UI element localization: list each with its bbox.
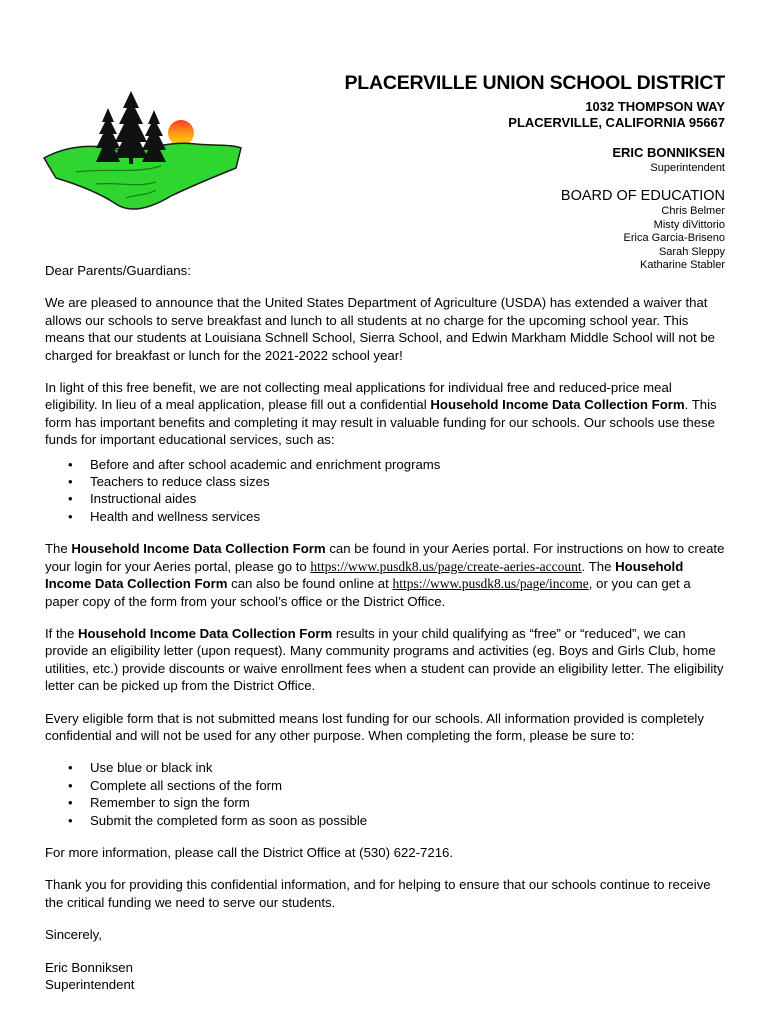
address-line-1: 1032 THOMPSON WAY (585, 99, 725, 114)
signer-name: Eric Bonniksen (45, 959, 133, 975)
list-item: • Teachers to reduce class sizes (90, 473, 725, 490)
list-item: • Complete all sections of the form (90, 777, 725, 794)
text-span: results in your child qualifying as “free” or “reduced”, we can provide an eligibility letter (upon request). Many community programs and activities (eg. Boys and Girls Club, home utilities, etc.) provide discounts or waive enrollment fees when a student can provide an eligibility letter. The eligibility letter can be picked up from the District Office. (45, 625, 724, 694)
superintendent-name: ERIC BONNIKSEN (612, 145, 725, 160)
text-span: The (45, 541, 72, 557)
list-item: • Use blue or black ink (90, 759, 725, 776)
form-name: Household Income Data Collection Form (430, 397, 685, 413)
income-form-link[interactable]: https://www.pusdk8.us/page/income (392, 576, 589, 592)
text-span: , or you can get a paper copy of the form from your school’s office or the District Office. (45, 576, 691, 609)
signer-title: Superintendent (45, 977, 135, 992)
board-member: Sarah Sleppy (658, 245, 725, 258)
paragraph-lost-funding: Every eligible form that is not submitted means lost funding for our schools. All information provided is completely confidential and will not be used for any other purpose. When completing the form, please be sure to: (45, 710, 704, 743)
text-span: can be found in your Aeries portal. For instructions on how to create your login for your Aeries portal, please go to (45, 541, 725, 574)
form-name: Household Income Data Collection Form (71, 541, 326, 557)
sun-icon (168, 120, 194, 146)
salutation: Dear Parents/Guardians: (45, 263, 191, 278)
paragraph-form-location (45, 540, 725, 610)
closing: Sincerely, (45, 927, 102, 943)
board-member: Chris Belmer (661, 205, 725, 217)
address-line-2: PLACERVILLE, CALIFORNIA 95667 (508, 115, 725, 130)
district-name: PLACERVILLE UNION SCHOOL DISTRICT (344, 72, 725, 94)
text-span: If the (45, 625, 78, 641)
instructions-list (45, 759, 725, 829)
form-name: Household Income Data Collection Form (45, 558, 684, 592)
letterhead (344, 72, 725, 273)
paragraph-thanks: Thank you for providing this confidential information, and for helping to ensure that our schools continue to receive the critical funding we need to serve our students. (45, 877, 711, 910)
aeries-account-link[interactable]: https://www.pusdk8.us/page/create-aeries-account (310, 558, 582, 574)
list-item: • Before and after school academic and enrichment programs (90, 456, 725, 473)
list-item: • Health and wellness services (90, 508, 725, 525)
list-item: • Remember to sign the form (90, 794, 725, 811)
board-member: Erica Garcia-Briseno (623, 232, 725, 244)
list-item: • Submit the completed form as soon as possible (90, 812, 725, 829)
text-span: can also be found online at (227, 576, 393, 592)
paragraph-usda-waiver: We are pleased to announce that the United States Department of Agriculture (USDA) has extended a waiver that allows our schools to serve breakfast and lunch to all students at no charge for the upcoming school year. This means that our students at Louisiana Schnell School, Sierra School, and Edwin Markham Middle School will not be charged for breakfast or lunch for the 2021-2022 school year! (45, 295, 715, 363)
board-member: Katharine Stabler (640, 259, 725, 271)
paragraph-contact: For more information, please call the District Office at (530) 622-7216. (45, 844, 454, 860)
board-member: Misty diVittorio (653, 218, 725, 231)
form-name: Household Income Data Collection Form (78, 625, 333, 641)
text-span: . The (581, 558, 616, 574)
address (344, 99, 725, 131)
paragraph-meal-applications (45, 379, 725, 449)
board-title: BOARD OF EDUCATION (560, 188, 725, 204)
services-list (45, 456, 725, 526)
superintendent-title: Superintendent (650, 162, 725, 174)
list-item: • Instructional aides (90, 490, 725, 507)
text-span: In light of this free benefit, we are not collecting meal applications for individual free and reduced-price meal eligibility. In lieu of a meal application, please fill out a confidential (45, 380, 672, 413)
letter-body (45, 262, 725, 993)
pine-trees-icon (96, 91, 166, 164)
paragraph-eligibility-letter (45, 625, 725, 695)
text-span: . This form has important benefits and completing it may result in valuable funding for our schools. Our schools use these funds for important educational services, such as: (45, 397, 717, 448)
district-logo (36, 86, 246, 216)
